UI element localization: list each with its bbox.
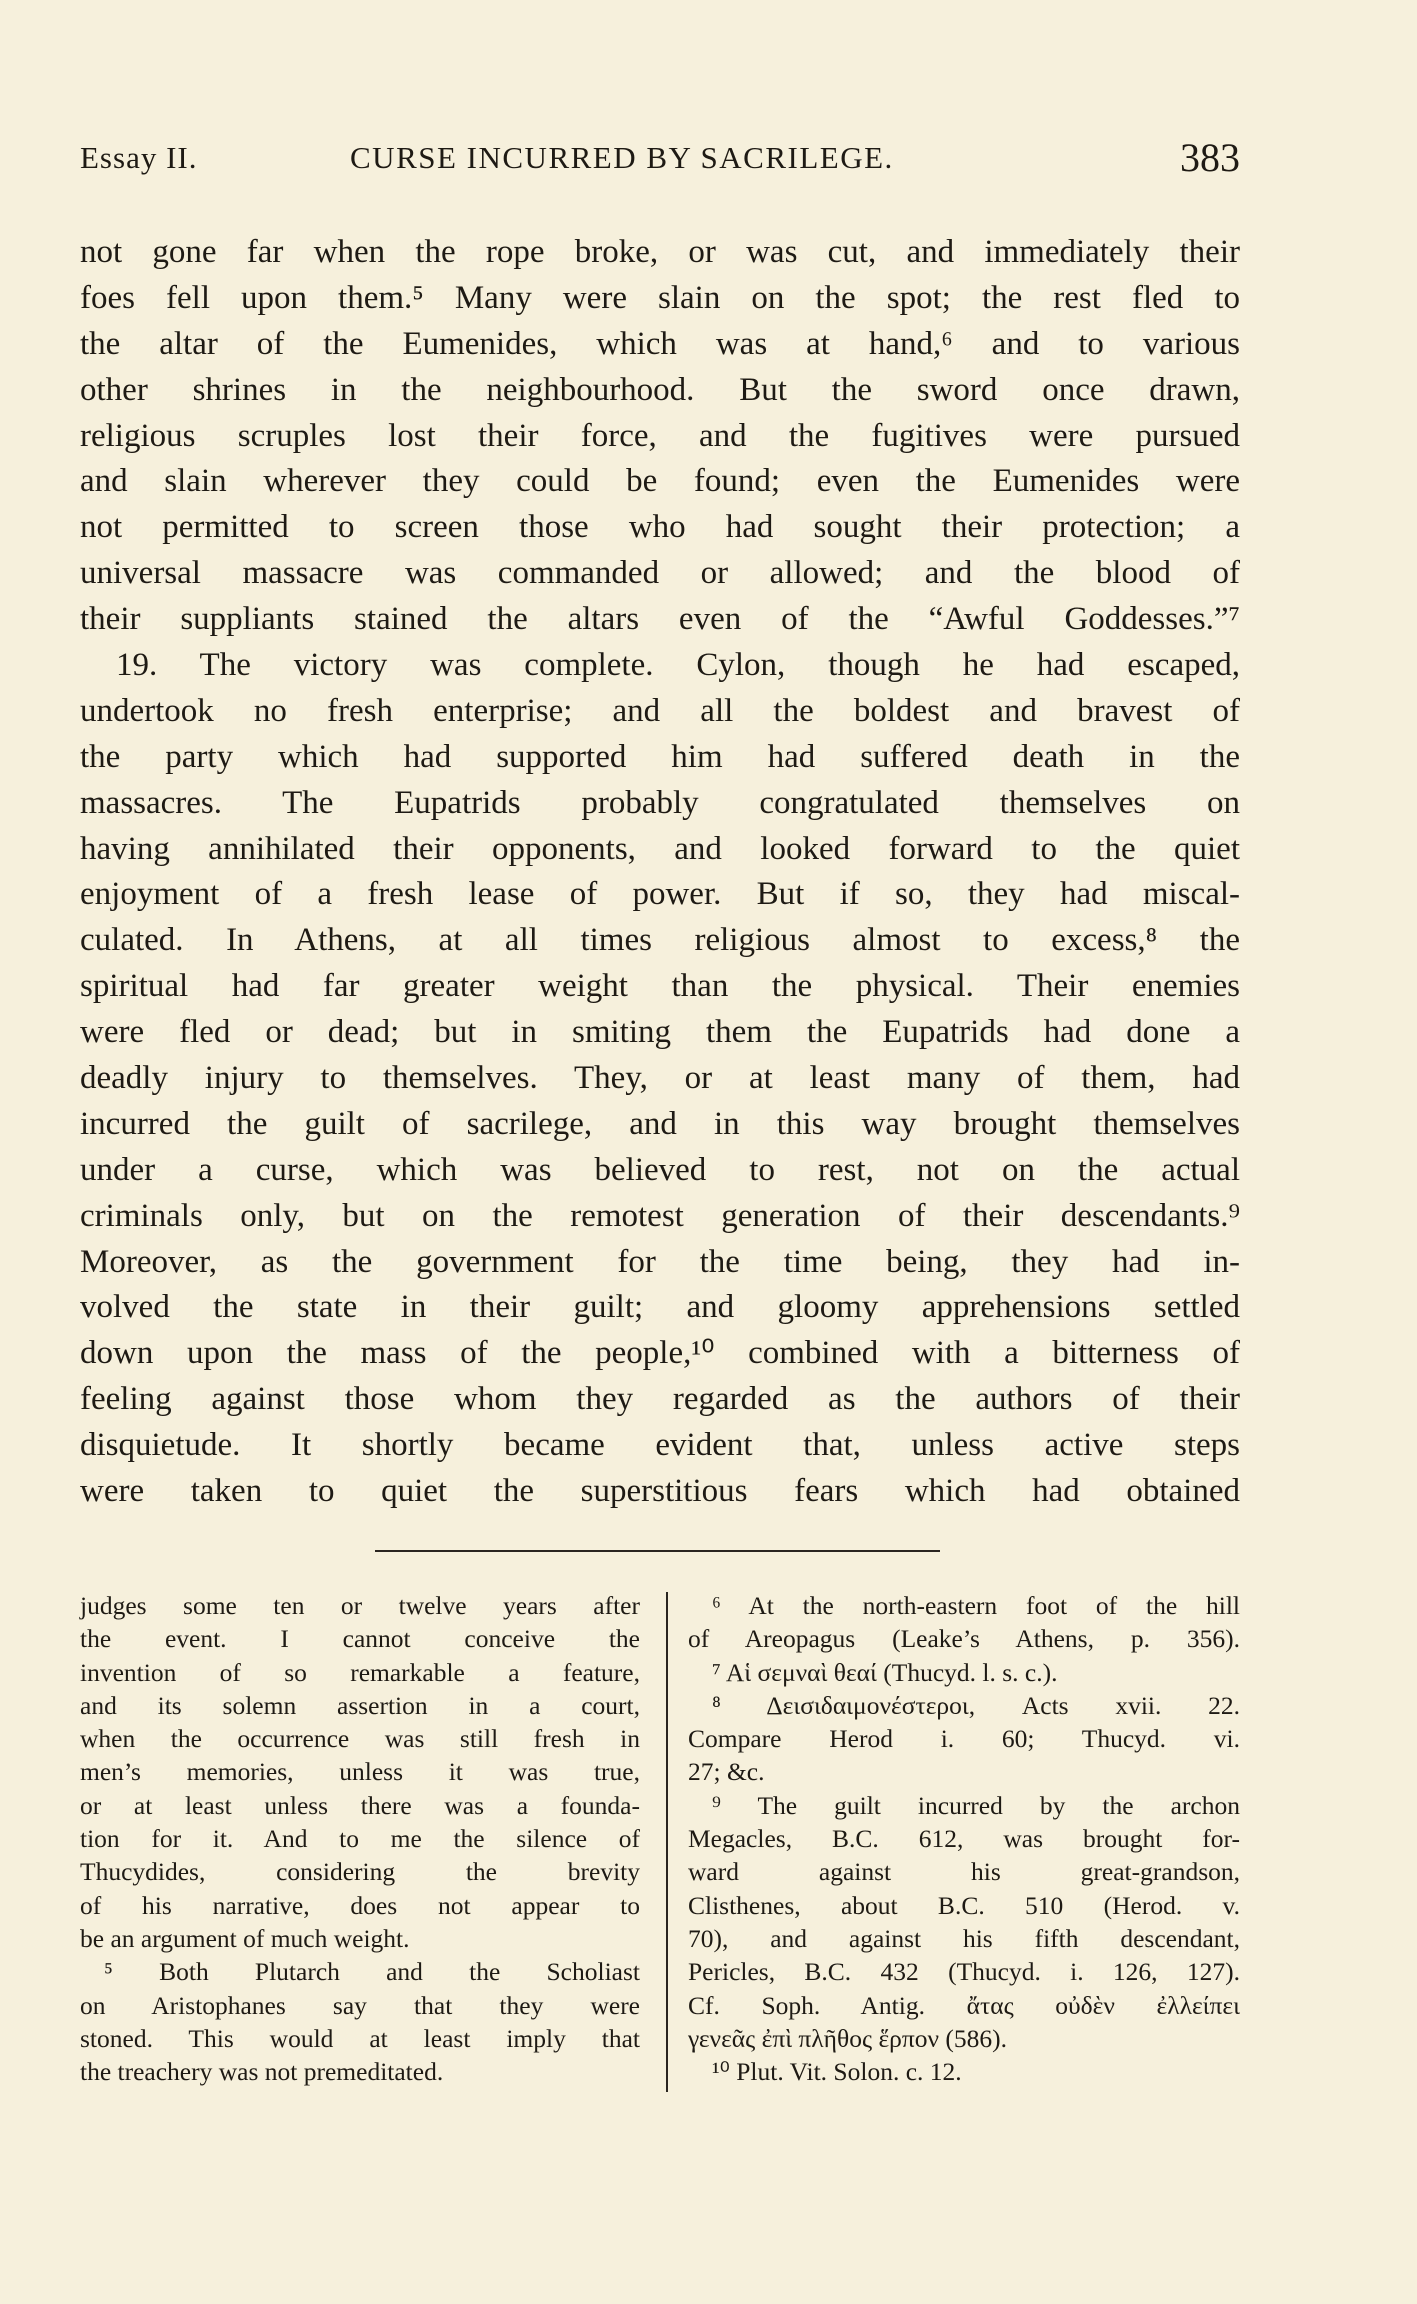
footnotes-left-column [80, 1589, 640, 2088]
body-line: having annihilated their opponents, and looked forward to the quiet [80, 830, 1240, 867]
footnote-line: ⁸ Δεισιδαιμονέστεροι, Acts xvii. 22. [712, 1690, 1240, 1720]
footnote-line: of Areopagus (Leake’s Athens, p. 356). [688, 1624, 1240, 1654]
footnote-line: the treachery was not premeditated. [80, 2057, 444, 2087]
footnote-line: Pericles, B.C. 432 (Thucyd. i. 126, 127). [688, 1957, 1240, 1987]
body-line: down upon the mass of the people,¹⁰ combined with a bitterness of [80, 1335, 1240, 1372]
footnote-line: ¹⁰ Plut. Vit. Solon. c. 12. [712, 2057, 962, 2087]
footnote-line: or at least unless there was a founda- [80, 1790, 640, 1820]
body-line: volved the state in their guilt; and gloomy apprehensions settled [80, 1289, 1240, 1326]
footnote-line: 70), and against his fifth descendant, [688, 1923, 1240, 1953]
main-text [80, 230, 1240, 1515]
body-line: not gone far when the rope broke, or was cut, and immediately their [80, 234, 1240, 270]
footnote-line: ward against his great-grandson, [688, 1857, 1240, 1887]
footnote-line: invention of so remarkable a feature, [80, 1657, 640, 1687]
body-line: enjoyment of a fresh lease of power. But if so, they had miscal- [80, 876, 1240, 913]
body-line: were taken to quiet the superstitious fears which had obtained [80, 1473, 1240, 1510]
body-line: other shrines in the neighbourhood. But the sword once drawn, [80, 371, 1240, 408]
body-line: foes fell upon them.⁵ Many were slain on the spot; the rest fled to [80, 279, 1240, 316]
body-line: were fled or dead; but in smiting them the Eupatrids had done a [80, 1014, 1240, 1051]
body-line: spiritual had far greater weight than the physical. Their enemies [80, 968, 1240, 1005]
footnote-line: on Aristophanes say that they were [80, 1990, 640, 2020]
footnote-line: γενεᾶς ἐπὶ πλῆθος ἕρπον (586). [688, 2023, 1008, 2053]
footnote-line: be an argument of much weight. [80, 1923, 410, 1953]
essay-label: Essay II. [80, 140, 198, 175]
footnote-line: ⁵ Both Plutarch and the Scholiast [104, 1957, 640, 1987]
body-line: feeling against those whom they regarded as the authors of their [80, 1381, 1240, 1418]
body-line: disquietude. It shortly became evident that, unless active steps [80, 1427, 1240, 1464]
footnote-column-divider [666, 1592, 668, 2092]
body-line: deadly injury to themselves. They, or at least many of them, had [80, 1060, 1240, 1097]
footnote-line: Cf. Soph. Antig. ἄτας οὐδὲν ἐλλείπει [688, 1990, 1240, 2020]
footnote-line: Compare Herod i. 60; Thucyd. vi. [688, 1724, 1240, 1754]
footnote-line: the event. I cannot conceive the [80, 1624, 640, 1654]
body-line: and slain wherever they could be found; even the Eumenides were [80, 463, 1240, 500]
footnote-line: ⁷ Αἱ σεμναὶ θεαί (Thucyd. l. s. c.). [712, 1657, 1058, 1687]
body-line: massacres. The Eupatrids probably congratulated themselves on [80, 784, 1240, 821]
body-line: religious scruples lost their force, and the fugitives were pursued [80, 417, 1240, 454]
footnote-line: 27; &c. [688, 1757, 765, 1787]
footnotes-right-column [688, 1589, 1240, 2088]
body-line: universal massacre was commanded or allowed; and the blood of [80, 555, 1240, 592]
footnote-line: tion for it. And to me the silence of [80, 1824, 640, 1854]
chapter-title: CURSE INCURRED BY SACRILEGE. [350, 140, 894, 175]
footnote-line: Megacles, B.C. 612, was brought for- [688, 1824, 1240, 1854]
footnote-line: and its solemn assertion in a court, [80, 1690, 640, 1720]
body-line: their suppliants stained the altars even of the “Awful Goddesses.”⁷ [80, 601, 1240, 638]
body-line: the party which had supported him had suffered death in the [80, 738, 1240, 775]
body-line: the altar of the Eumenides, which was at hand,⁶ and to various [80, 325, 1240, 362]
body-line: incurred the guilt of sacrilege, and in this way brought themselves [80, 1105, 1240, 1142]
body-line: under a curse, which was believed to rest, not on the actual [80, 1151, 1240, 1188]
footnote-line: Clisthenes, about B.C. 510 (Herod. v. [688, 1890, 1240, 1920]
body-line: culated. In Athens, at all times religious almost to excess,⁸ the [80, 922, 1240, 959]
footnote-separator [375, 1550, 940, 1552]
footnote-line: ⁹ The guilt incurred by the archon [712, 1790, 1240, 1820]
body-line: criminals only, but on the remotest generation of their descendants.⁹ [80, 1197, 1240, 1234]
footnote-line: stoned. This would at least imply that [80, 2023, 640, 2053]
running-header [80, 135, 1240, 184]
footnote-line: judges some ten or twelve years after [80, 1591, 640, 1620]
body-line: not permitted to screen those who had sought their protection; a [80, 509, 1240, 546]
page-number: 383 [1180, 135, 1240, 180]
footnote-line: Thucydides, considering the brevity [80, 1857, 640, 1887]
body-line: undertook no fresh enterprise; and all the boldest and bravest of [80, 692, 1240, 729]
footnote-line: men’s memories, unless it was true, [80, 1757, 640, 1787]
footnote-line: when the occurrence was still fresh in [80, 1724, 640, 1754]
body-line: 19. The victory was complete. Cylon, though he had escaped, [116, 647, 1240, 684]
footnote-line: of his narrative, does not appear to [80, 1890, 640, 1920]
footnote-line: ⁶ At the north-eastern foot of the hill [712, 1591, 1240, 1620]
body-line: Moreover, as the government for the time being, they had in- [80, 1243, 1240, 1280]
